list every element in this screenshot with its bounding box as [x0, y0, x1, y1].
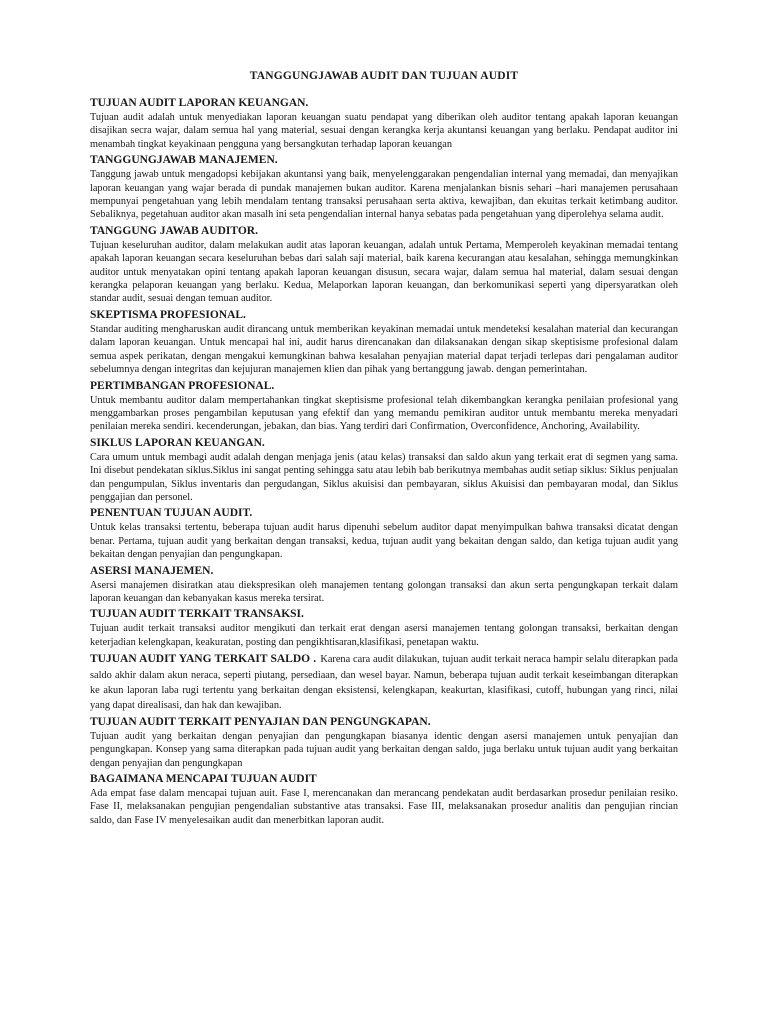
section-heading: PERTIMBANGAN PROFESIONAL. [90, 379, 275, 392]
section-tujuan-audit-terkait-saldo [90, 651, 678, 713]
section-heading: TUJUAN AUDIT YANG TERKAIT SALDO . [90, 653, 317, 666]
section-heading: TANGGUNG JAWAB AUDITOR. [90, 224, 258, 237]
section-heading: SKEPTISMA PROFESIONAL. [90, 308, 246, 321]
section-asersi-manajemen [90, 564, 678, 606]
document-title: TANGGUNGJAWAB AUDIT DAN TUJUAN AUDIT [249, 70, 519, 82]
section-heading: ASERSI MANAJEMEN. [90, 564, 214, 577]
section-body: Asersi manajemen disiratkan atau diekspresikan oleh manajemen tentang golongan transaksi dan akun serta pengungkapan terkait dalam laporan keuangan dan kebanyakan kasus mereka tersirat. [90, 579, 678, 604]
section-heading: BAGAIMANA MENCAPAI TUJUAN AUDIT [90, 773, 317, 786]
section-tujuan-audit-terkait-transaksi [90, 607, 678, 649]
section-tanggungjawab-manajemen [90, 153, 678, 222]
section-siklus-laporan-keuangan [90, 436, 678, 505]
section-body: Tujuan keseluruhan auditor, dalam melakukan audit atas laporan keuangan, adalah untuk Pertama, Memperoleh keyakinan memadai tentang apakah laporan keuangan secara keseluruhan bebas dari salah saji material, baik karena kecurangan atau kesalahan, sehingga memungkinkan auditor untuk menyatakan opini tentang apakah laporan keuangan disusun, secara wajar, dalam semua hal material, dalam sesuai dengan kerangka pelaporan keuangan yang berlaku. Kedua, Melaporkan laporan keuangan, dan berkomunikasi seperti yang dipersyaratkan oleh standar audit, sesuai dengan temuan auditor. [90, 239, 678, 305]
section-body: Cara umum untuk membagi audit adalah dengan menjaga jenis (atau kelas) transaksi dan saldo akun yang terkait erat di segmen yang sama. Ini disebut pendekatan siklus.Siklus ini sangat penting sehingga satu atau lebih bab berikutnya membahas audit setiap siklus: Siklus penjualan dan pengumpulan, Siklus inventaris dan pergudangan, Siklus akuisisi dan pembayaran, siklus Akuisisi dan pembayaran modal, dan Siklus penggajian dan personel. [90, 451, 678, 503]
section-tujuan-audit-laporan-keuangan [90, 96, 678, 151]
section-pertimbangan-profesional [90, 379, 678, 434]
section-body: Untuk membantu auditor dalam mempertahankan tingkat skeptisisme profesional telah dikembangkan kerangka penilaian profesional yang menggambarkan proses pengambilan keputusan yang efektif dan yang memandu pemikiran auditor untuk membantu mereka menyadari penilaian mereka sendiri. kecenderungan, jebakan, dan bias. Yang terdiri dari Confirmation, Overconfidence, Anchoring, Availability. [90, 394, 678, 433]
section-tujuan-audit-penyajian-pengungkapan [90, 715, 678, 770]
section-body: Ada empat fase dalam mencapai tujuan auit. Fase I, merencanakan dan merancang pendekatan audit berdasarkan prosedur penilaian resiko. Fase II, melaksanakan pengujian pengendalian substantive atas transaksi. Fase III, melaksanakan prosedur analitis dan pengujian rincian saldo, dan Fase IV menyelesaikan audit dan menerbitkan laporan audit. [90, 788, 678, 826]
section-heading: PENENTUAN TUJUAN AUDIT. [90, 507, 253, 520]
section-heading: TUJUAN AUDIT LAPORAN KEUANGAN. [90, 97, 309, 109]
section-body: Standar auditing mengharuskan audit dirancang untuk memberikan keyakinan memadai untuk mendeteksi kesalahan material dan kecurangan dalam laporan keuangan. Untuk mencapai hal ini, audit harus direncanakan dan dilaksanakan dengan sikap skeptisisme profesional dalam semua aspek perikatan, dengan mengakui kemungkinan bahwa kesalahan penyajian material dapat terjadi terlepas dari pengalaman auditor sebelumnya dengan integritas dan kejujuran manajemen klien dan pihak yang bertanggung jawab. dengan pemerintahan. [90, 323, 678, 376]
section-body: Tujuan audit yang berkaitan dengan penyajian dan pengungkapan biasanya identic dengan asersi manajemen untuk penyajian dan pengungkapan. Konsep yang sama diterapkan pada tujuan audit yang berkaitan dengan saldo, juga berlaku untuk tujuan audit yang berkaitan dengan penyajian dan pengungkapan [90, 730, 678, 769]
section-inline-paragraph [90, 651, 678, 713]
section-body: Karena cara audit dilakukan, tujuan audit terkait neraca hampir selalu diterapkan pada saldo akhir dalam akun neraca, seperti piutang, persediaan, dan wesel bayar. Namun, beberapa tujuan audit terkait keseimbangan diterapkan ke akun laporan laba rugi tertentu yang berkaitan dengan eksistensi, kelengkapan, keakurtan, klasifikasi, cutoff, hubungan yang rinci, nilai yang dapat direalisasi, dan hak dan kewajiban. [90, 654, 679, 712]
section-tanggung-jawab-auditor [90, 224, 678, 306]
section-bagaimana-mencapai-tujuan-audit [90, 772, 678, 827]
section-body: Untuk kelas transaksi tertentu, beberapa tujuan audit harus dipenuhi sebelum auditor dapat menyimpulkan bahwa transaksi dicatat dengan benar. Pertama, tujuan audit yang berkaitan dengan transaksi, kedua, tujuan audit yang bekaitan dengan saldo, dan ketiga tujuan audit yang bekaitan dengan penyajian dan pengungkapan. [90, 522, 678, 561]
section-skeptisma-profesional [90, 308, 678, 377]
section-heading: TUJUAN AUDIT TERKAIT PENYAJIAN DAN PENGUNGKAPAN. [90, 715, 431, 728]
section-body: Tujuan audit adalah untuk menyediakan laporan keuangan suatu pendapat yang diberikan oleh auditor tentang apakah laporan keuangan disajikan secra wajar, dalam semua hal yang material, sesuai dengan kerangka kerja akuntansi keuangan yang berlaku. Pendapat auditor ini menambah tingkat keyakinaan pengguna yang bersangkutan terhadap laporan keuangan [90, 112, 678, 150]
section-heading: SIKLUS LAPORAN KEUANGAN. [90, 436, 265, 449]
section-body: Tujuan audit terkait transaksi auditor mengikuti dan terkait erat dengan asersi manajemen tentang golongan transaksi, berkaitan dengan keterjadian kelengkapan, keakuratan, posting dan pengikhtisaran,klasifikasi, penetapan waktu. [90, 623, 678, 648]
section-body: Tanggung jawab untuk mengadopsi kebijakan akuntansi yang baik, menyelenggarakan pengendalian internal yang memadai, dan menyajikan laporan keuangan yang wajar berada di pundak manajemen bukan auditor. Karena menjalankan bisnis sehari –hari manajemen perusahaan mempunyai pengetahuan yang lebih mendalam tentang transaksi perusahaan serta aktiva, kewajiban, dan ekuitas terkait ketimbang auditor. Sebaliknya, pegetahuan auditor akan masalh ini seta pengendalian internal hanya sebatas pada pengetahuan yang diperolehya selama audit. [90, 169, 678, 221]
section-heading: TANGGUNGJAWAB MANAJEMEN. [90, 154, 278, 167]
document-page [90, 70, 678, 829]
section-heading: TUJUAN AUDIT TERKAIT TRANSAKSI. [90, 608, 304, 621]
section-penentuan-tujuan-audit [90, 506, 678, 561]
